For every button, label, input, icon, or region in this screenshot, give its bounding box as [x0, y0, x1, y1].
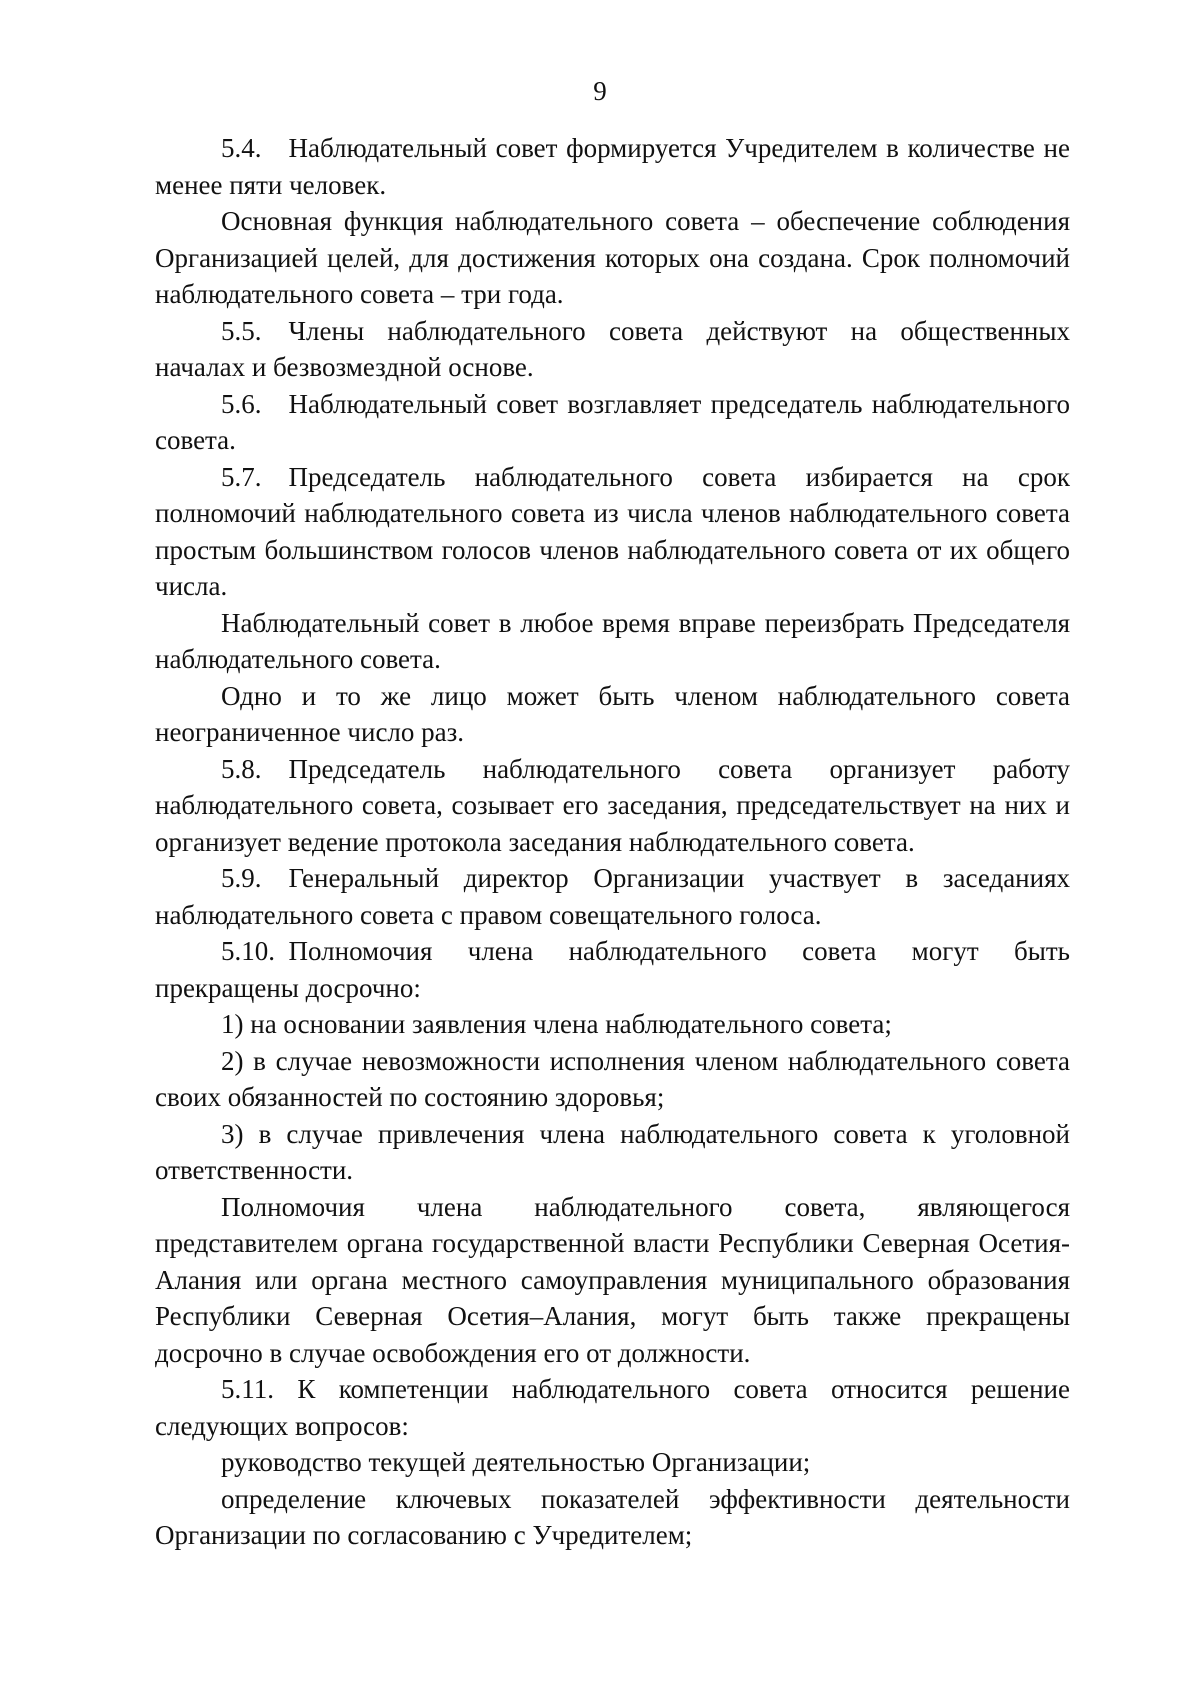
paragraph-5-9: 5.9. Генеральный директор Организации участвует в заседаниях наблюдательного совета с правом совещательного голоса.	[155, 863, 1070, 930]
paragraph-5-7: 5.7. Председатель наблюдательного совета избирается на срок полномочий наблюдательного совета из числа членов наблюдательного совета простым большинством голосов членов наблюдательного совета от их общего числа.	[155, 461, 1070, 601]
paragraph-government-representative: Полномочия члена наблюдательного совета, являющегося представителем органа государственной власти Республики Северная Осетия-Алания или органа местного самоуправления муниципального образования Республики Северная Осетия–Алания, могут быть также прекращены досрочно в случае освобождения его от должности.	[155, 1191, 1070, 1368]
paragraph-5-4: 5.4. Наблюдательный совет формируется Учредителем в количестве не менее пяти человек.	[155, 133, 1070, 200]
competence-item-kpi: определение ключевых показателей эффективности деятельности Организации по согласованию с Учредителем;	[155, 1483, 1070, 1550]
list-item-2: 2) в случае невозможности исполнения членом наблюдательного совета своих обязанностей по состоянию здоровья;	[155, 1045, 1070, 1112]
paragraph-unlimited-terms: Одно и то же лицо может быть членом наблюдательного совета неограниченное число раз.	[155, 680, 1070, 747]
paragraph-5-11: 5.11. К компетенции наблюдательного совета относится решение следующих вопросов:	[155, 1374, 1070, 1441]
paragraph-5-10: 5.10. Полномочия члена наблюдательного совета могут быть прекращены досрочно:	[155, 936, 1070, 1003]
competence-item-management: руководство текущей деятельностью Организации;	[221, 1447, 811, 1477]
paragraph-5-6: 5.6. Наблюдательный совет возглавляет председатель наблюдательного совета.	[155, 388, 1070, 455]
paragraph-5-5: 5.5. Члены наблюдательного совета действуют на общественных началах и безвозмездной основе.	[155, 315, 1070, 382]
list-item-1: 1) на основании заявления члена наблюдательного совета;	[221, 1009, 892, 1039]
paragraph-main-function: Основная функция наблюдательного совета – обеспечение соблюдения Организацией целей, для достижения которых она создана. Срок полномочий наблюдательного совета – три года.	[155, 206, 1070, 309]
list-item-3: 3) в случае привлечения члена наблюдательного совета к уголовной ответственности.	[155, 1118, 1070, 1185]
paragraph-reelection: Наблюдательный совет в любое время вправе переизбрать Председателя наблюдательного совета.	[155, 607, 1070, 674]
paragraph-5-8: 5.8. Председатель наблюдательного совета организует работу наблюдательного совета, созывает его заседания, председательствует на них и организует ведение протокола заседания наблюдательного совета.	[155, 753, 1070, 857]
document-body	[155, 130, 1070, 1554]
page-number: 9	[593, 76, 607, 106]
